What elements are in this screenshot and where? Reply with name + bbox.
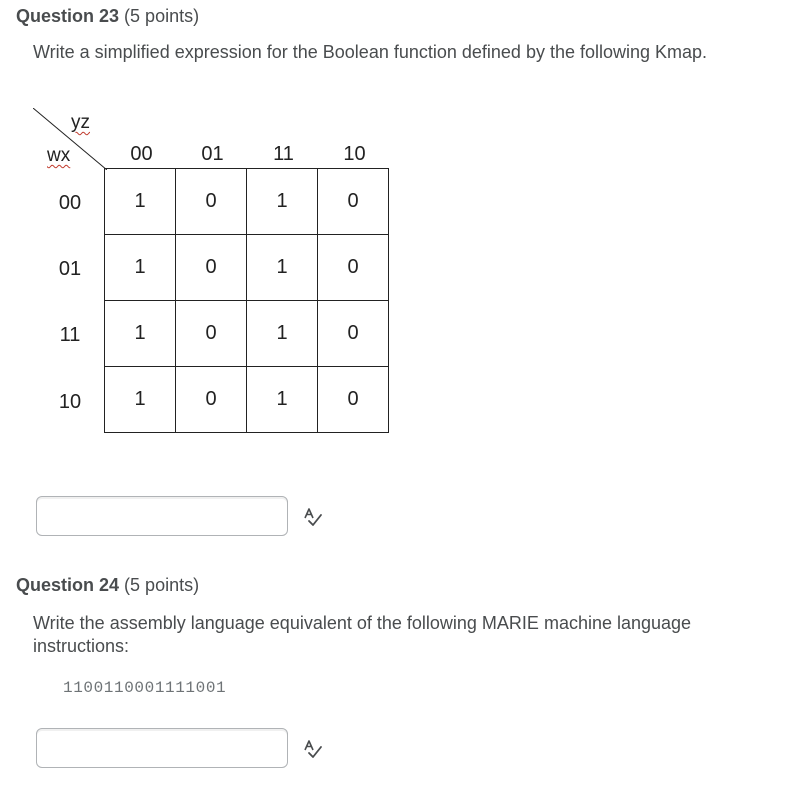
- kmap-row: [105, 301, 389, 367]
- kmap-cell: 0: [176, 301, 247, 367]
- question-23-answer-input[interactable]: [36, 496, 288, 536]
- spell-check-icon[interactable]: [302, 506, 324, 528]
- kmap-row-header: 11: [59, 324, 81, 346]
- kmap-cell: 1: [247, 367, 318, 433]
- kmap-row-header: 00: [58, 192, 82, 214]
- question-23-header: [16, 6, 199, 27]
- question-24-answer-input[interactable]: [36, 728, 288, 768]
- question-24-header: [16, 575, 199, 596]
- kmap-col-header: 11: [273, 143, 294, 165]
- kmap-row-variable-label: wx: [47, 145, 71, 166]
- kmap-cell: 0: [176, 169, 247, 235]
- kmap-row: [105, 169, 389, 235]
- kmap-cell: 1: [105, 301, 176, 367]
- kmap-cell: 0: [176, 235, 247, 301]
- question-points: (5 points): [124, 575, 200, 595]
- machine-code: 1100110001111001: [63, 679, 227, 697]
- question-24-prompt: Write the assembly language equivalent of the following MARIE machine language instructions:: [33, 613, 692, 656]
- kmap-cell: 1: [105, 169, 176, 235]
- kmap-row: [105, 235, 389, 301]
- kmap-cell: 0: [318, 301, 389, 367]
- kmap-col-header: 00: [130, 143, 153, 165]
- kmap-cell: 1: [105, 235, 176, 301]
- kmap-cell: 0: [318, 235, 389, 301]
- kmap-cell: 1: [105, 367, 176, 433]
- question-23-prompt: Write a simplified expression for the Boolean function defined by the following Kmap.: [33, 42, 708, 62]
- kmap-row-header: 10: [58, 391, 82, 413]
- kmap-grid: [104, 168, 389, 433]
- question-points: (5 points): [124, 6, 200, 26]
- question-title: Question 24: [16, 575, 120, 595]
- question-title: Question 23: [16, 6, 120, 26]
- kmap-row: [105, 367, 389, 433]
- kmap-col-variable-label: yz: [71, 112, 90, 133]
- kmap-cell: 0: [176, 367, 247, 433]
- kmap-col-header: 10: [343, 143, 366, 165]
- kmap-cell: 1: [247, 235, 318, 301]
- spell-check-icon[interactable]: [302, 738, 324, 760]
- kmap-cell: 1: [247, 301, 318, 367]
- kmap-row-header: 01: [58, 258, 82, 280]
- kmap-cell: 0: [318, 169, 389, 235]
- kmap-cell: 0: [318, 367, 389, 433]
- kmap-col-header: 01: [201, 143, 224, 165]
- kmap-cell: 1: [247, 169, 318, 235]
